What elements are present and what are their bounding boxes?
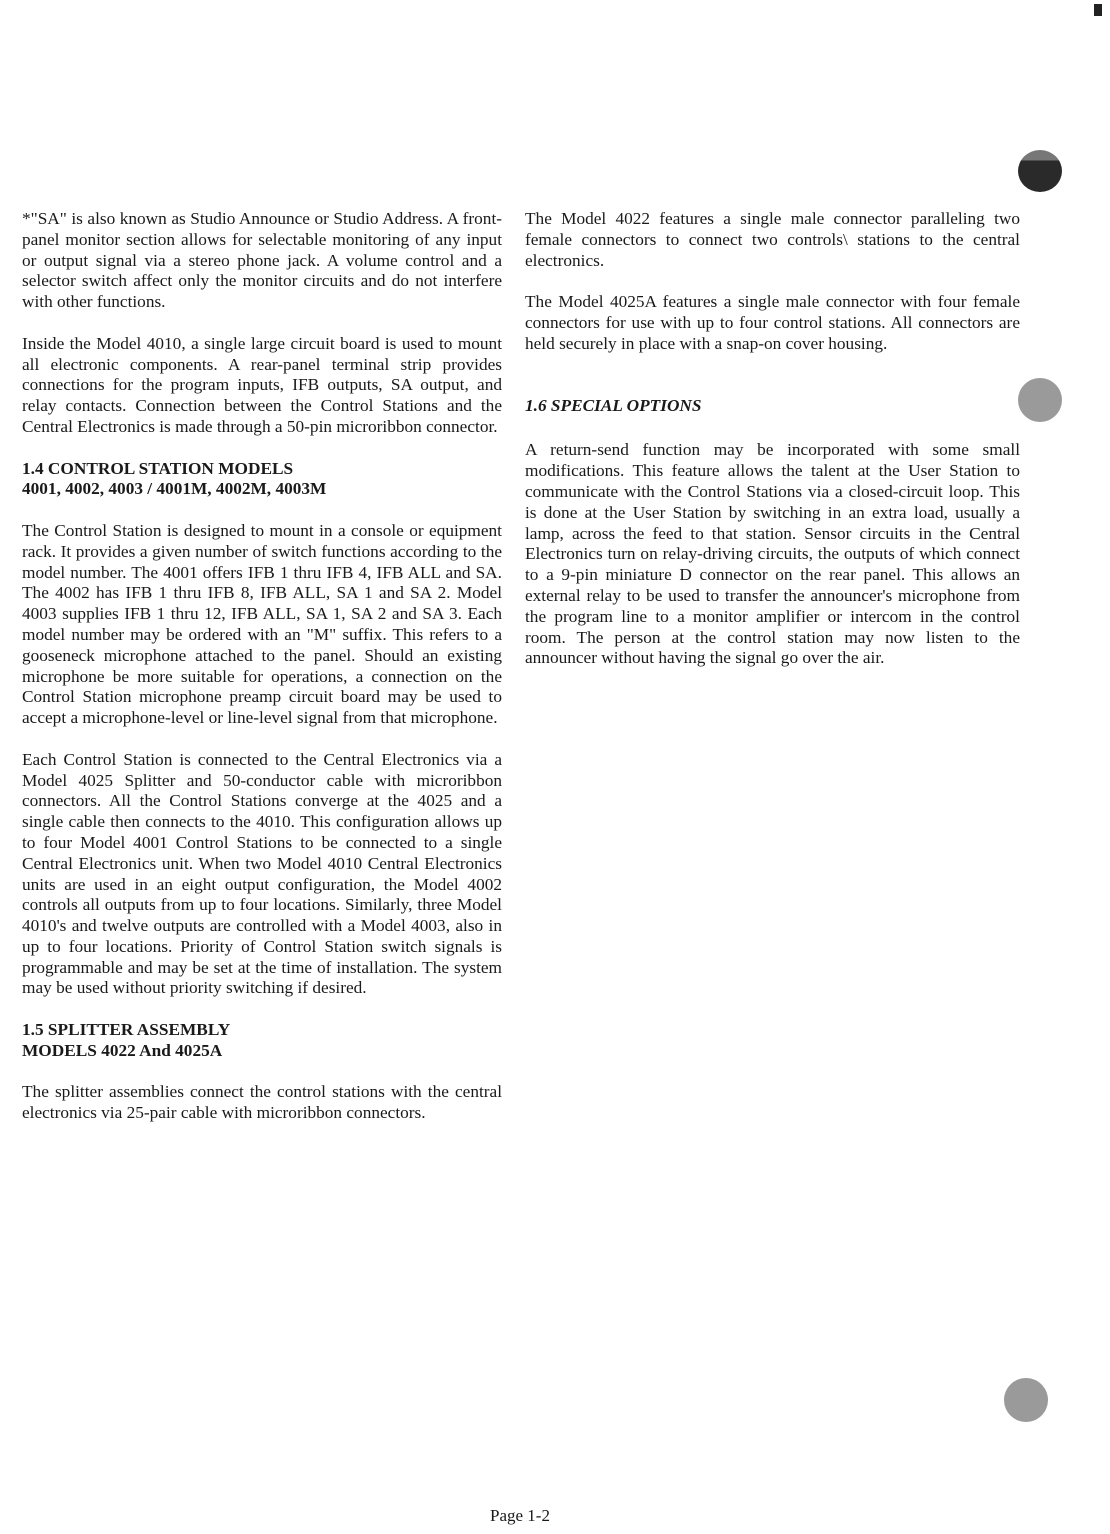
section-heading-1-6: 1.6 SPECIAL OPTIONS (525, 395, 702, 415)
heading-line: 1.5 SPLITTER ASSEMBLY (22, 1020, 231, 1040)
paragraph-splitter: The splitter assemblies connect the control stations with the central electronics via 25-pair cable with microribbon connectors. (22, 1082, 502, 1123)
heading-line: MODELS 4022 And 4025A (22, 1040, 223, 1060)
paragraph-special-options: A return-send function may be incorporated with some small modifications. This feature allows the talent at the User Station to communicate with the Control Stations via a closed-circuit loop. This is done at the User Station by switching in an extra load, usually a lamp, across the feed to that station. Sensor circuits in the Central Electronics turn on relay-driving circuits, the outputs of which connect to a 9-pin miniature D connector on the rear panel. This allows an external relay to be used to transfer the announcer's microphone from the program line to a monitor amplifier or intercom in the control room. The person at the control station may now listen to the announcer without having the signal go over the air. (525, 440, 1020, 668)
paragraph-sa-note: *"SA" is also known as Studio Announce or Studio Address. A front-panel monitor section allows for selectable monitoring of any input or output signal via a stereo phone jack. A volume control and a selector switch affect only the monitor circuits and do not interfere with other functions. (22, 209, 502, 312)
paragraph-model-4022: The Model 4022 features a single male connector paralleling two female connectors to connect two controls\ stations to the central electronics. (525, 209, 1020, 270)
scan-mark (1094, 4, 1102, 16)
section-heading-1-5 (22, 1020, 502, 1062)
page-number: Page 1-2 (490, 1506, 550, 1525)
left-column (22, 209, 502, 1145)
paragraph-model-4025a: The Model 4025A features a single male connector with four female connectors for use with up to four control stations. All connectors are held securely in place with a snap-on cover housing. (525, 292, 1020, 353)
heading-line: 1.4 CONTROL STATION MODELS (22, 458, 294, 478)
section-heading-1-4 (22, 459, 502, 501)
punch-hole (1004, 1378, 1048, 1422)
punch-hole-dark (1018, 150, 1062, 192)
paragraph-control-connection: Each Control Station is connected to the Central Electronics via a Model 4025 Splitter and 50-conductor cable with microribbon connectors. All the Control Stations converge at the 4025 and a single cable then connects to the 4010. This configuration allows up to four Model 4001 Control Stations to be connected to a single Central Electronics unit. When two Model 4010 Central Electronics units are used in an eight output configuration, the Model 4002 controls all outputs from up to four locations. Similarly, three Model 4010's and twelve outputs are controlled with a Model 4003, also in up to four locations. Priority of Control Station switch signals is programmable and may be set at the time of installation. The system may be used without priority switching if desired. (22, 749, 502, 998)
right-column (525, 209, 1020, 690)
paragraph-control-station: The Control Station is designed to mount in a console or equipment rack. It provides a given number of switch functions according to the model number. The 4001 offers IFB 1 thru IFB 4, IFB ALL and SA. The 4002 has IFB 1 thru IFB 8, IFB ALL, SA 1 and SA 2. Model 4003 supplies IFB 1 thru 12, IFB ALL, SA 1, SA 2 and SA 3. Each model number may be ordered with an "M" suffix. This refers to a gooseneck microphone attached to the panel. Should an existing microphone be more suitable for operations, a connection on the Control Station microphone preamp circuit board may be used to accept a microphone-level or line-level signal from that microphone. (22, 520, 502, 728)
paragraph-model-4010: Inside the Model 4010, a single large circuit board is used to mount all electronic components. A rear-panel terminal strip provides connections for the program inputs, IFB outputs, SA output, and relay contacts. Connection between the Control Stations and the Central Electronics is made through a 50-pin microribbon connector. (22, 333, 502, 436)
punch-hole (1018, 378, 1062, 422)
heading-line: 4001, 4002, 4003 / 4001M, 4002M, 4003M (22, 479, 327, 499)
